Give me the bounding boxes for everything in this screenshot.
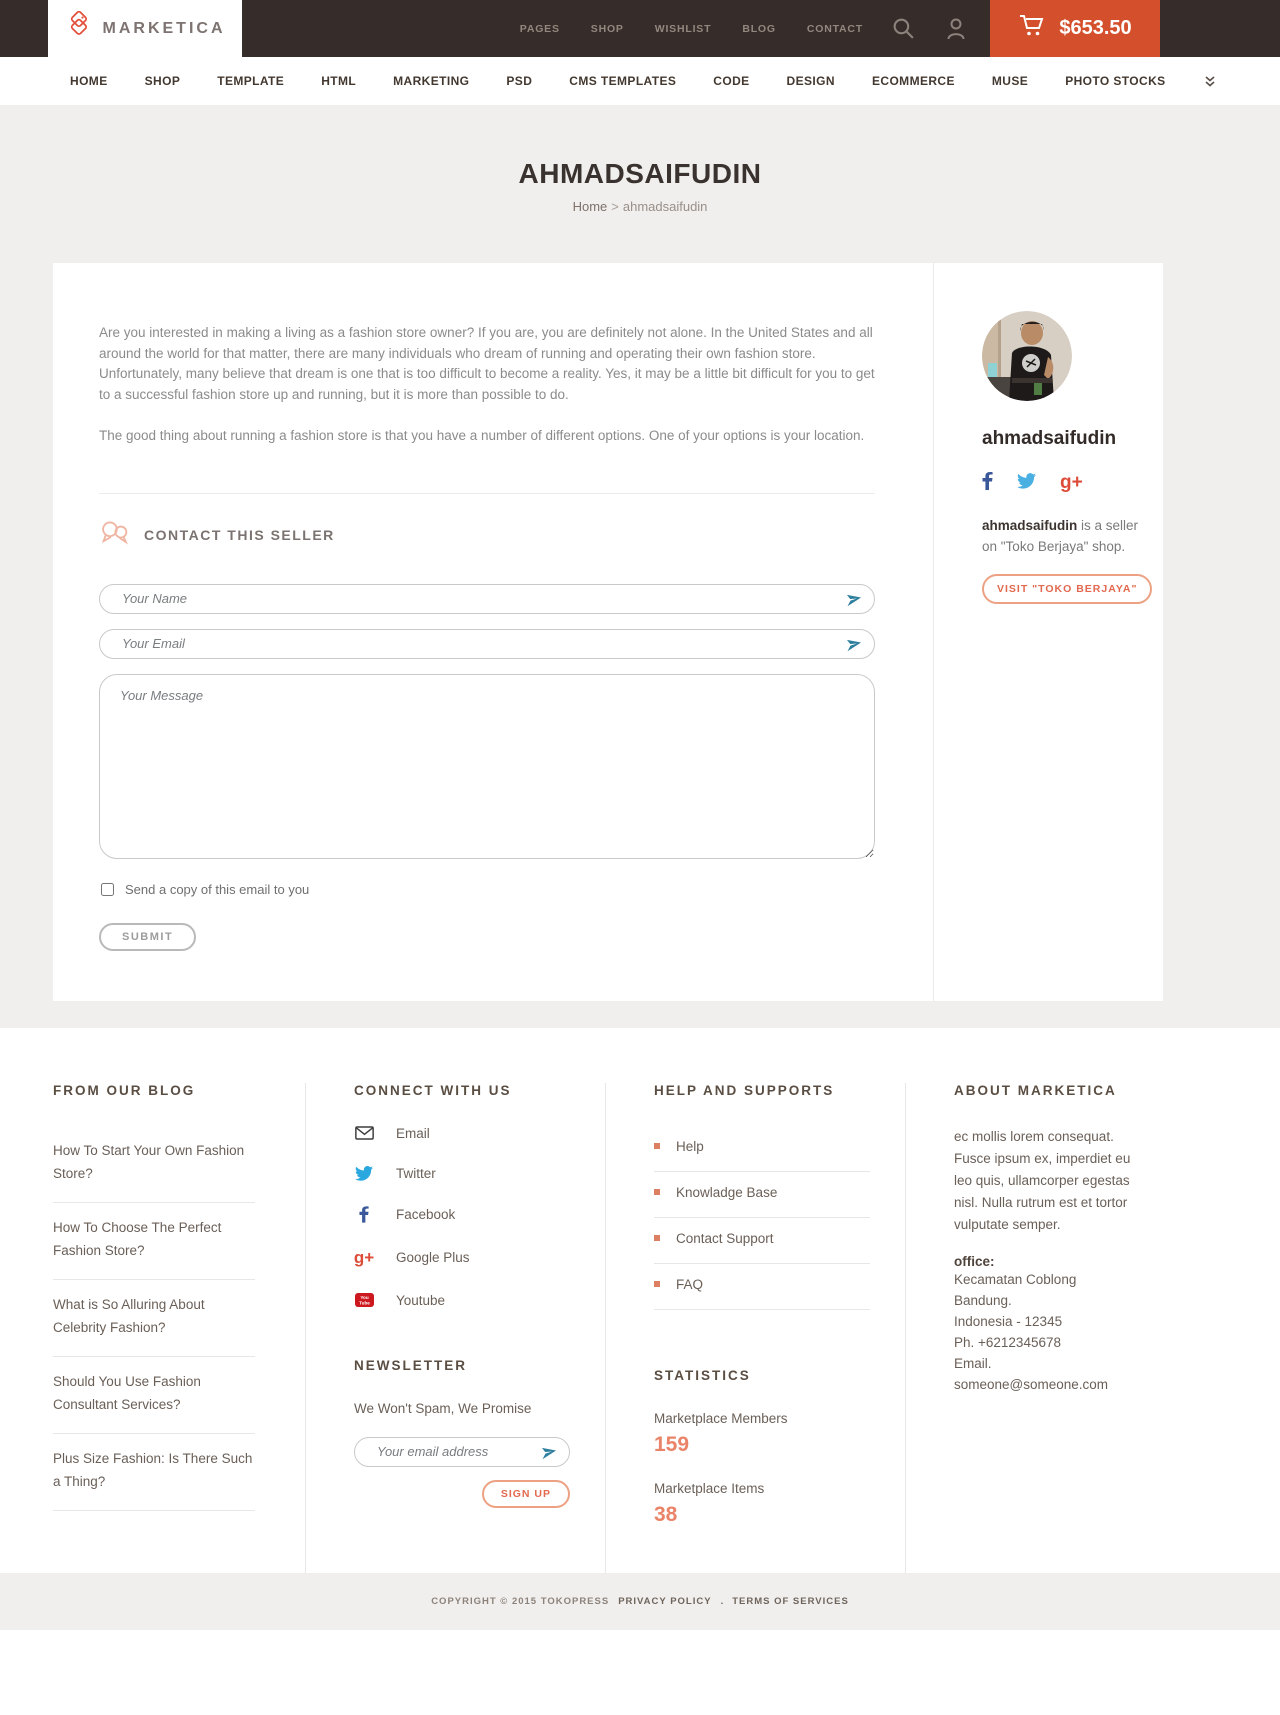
breadcrumb-separator: > <box>611 199 619 214</box>
svg-text:Tube: Tube <box>358 1300 370 1306</box>
visit-shop-button[interactable]: VISIT "TOKO BERJAYA" <box>982 574 1152 604</box>
nav-muse[interactable]: MUSE <box>991 74 1029 88</box>
address-line: Ph. +6212345678 <box>954 1334 1061 1350</box>
name-input[interactable] <box>99 584 875 614</box>
square-bullet-icon <box>654 1235 660 1241</box>
page-body <box>0 105 1280 1028</box>
twitter-icon <box>354 1166 374 1181</box>
link-separator: . <box>720 1595 724 1607</box>
signup-row <box>354 1480 570 1508</box>
footer-blog-column <box>0 1083 305 1573</box>
email-field-wrap <box>99 629 875 659</box>
twitter-icon[interactable] <box>1017 473 1036 492</box>
newsletter-heading: NEWSLETTER <box>354 1357 467 1373</box>
blog-link[interactable]: What is So Alluring About Celebrity Fashion? <box>53 1280 255 1357</box>
address-line: Kecamatan Coblong <box>954 1271 1077 1287</box>
page-title-block <box>0 105 1280 263</box>
email-icon <box>354 1126 374 1140</box>
nav-template[interactable]: TEMPLATE <box>217 74 285 88</box>
help-link[interactable]: Help <box>654 1126 870 1172</box>
copyright-bar <box>0 1573 1280 1630</box>
square-bullet-icon <box>654 1189 660 1195</box>
google-plus-icon[interactable]: g+ <box>1060 472 1083 493</box>
blog-link[interactable]: How To Choose The Perfect Fashion Store? <box>53 1203 255 1280</box>
topnav-pages[interactable]: PAGES <box>519 22 560 35</box>
nav-photo-stocks[interactable]: PHOTO STOCKS <box>1065 74 1166 88</box>
newsletter-field-wrap <box>354 1437 570 1467</box>
cart-total: $653.50 <box>1059 17 1132 39</box>
content-card <box>53 263 1163 1001</box>
footer-help-column <box>605 1083 905 1573</box>
search-icon[interactable] <box>891 16 916 41</box>
footer-about-column <box>905 1083 1280 1573</box>
seller-sidebar <box>933 263 1163 1001</box>
newsletter-email-input[interactable] <box>354 1437 570 1467</box>
nav-code[interactable]: CODE <box>713 74 750 88</box>
nav-html[interactable]: HTML <box>321 74 357 88</box>
connect-email-link[interactable]: Email <box>354 1126 570 1141</box>
contact-seller-heading-row <box>99 520 875 550</box>
about-heading: ABOUT MARKETICA <box>954 1082 1117 1098</box>
connect-facebook-link[interactable]: Facebook <box>354 1206 570 1223</box>
newsletter-tagline: We Won't Spam, We Promise <box>354 1400 532 1416</box>
address-line: Email. someone@someone.com <box>954 1355 1109 1392</box>
brand-name: MARKETICA <box>102 19 226 37</box>
seller-paragraph-2: The good thing about running a fashion store is that you have a number of different options. One of your options is your location. <box>99 428 865 443</box>
cart-icon <box>1018 13 1046 44</box>
nav-ecommerce[interactable]: ECOMMERCE <box>871 74 955 88</box>
brand-logo[interactable] <box>48 0 242 57</box>
connect-youtube-link[interactable]: You Tube Youtube <box>354 1293 570 1308</box>
name-field-wrap <box>99 584 875 614</box>
copyright-text: COPYRIGHT © 2015 TOKOPRESS <box>431 1595 610 1607</box>
nav-shop[interactable]: SHOP <box>144 74 181 88</box>
breadcrumb-current: ahmadsaifudin <box>622 199 708 214</box>
cart-button[interactable] <box>990 0 1160 57</box>
topnav-blog[interactable]: BLOG <box>742 22 776 35</box>
nav-psd[interactable]: PSD <box>506 74 533 88</box>
seller-social-links <box>982 472 1145 493</box>
send-copy-row <box>101 882 875 897</box>
breadcrumb-home-link[interactable]: Home <box>572 199 608 214</box>
topnav-shop[interactable]: SHOP <box>590 22 624 35</box>
main-navigation <box>0 57 1280 105</box>
members-stat-value: 159 <box>654 1432 690 1456</box>
address-line: Bandung. <box>954 1292 1012 1308</box>
youtube-icon <box>354 1293 374 1307</box>
office-label: office: <box>954 1253 995 1269</box>
blog-heading: FROM OUR BLOG <box>53 1082 196 1098</box>
email-input[interactable] <box>99 629 875 659</box>
seller-avatar[interactable] <box>982 311 1072 401</box>
members-stat-label: Marketplace Members <box>654 1410 788 1426</box>
bottom-spacer <box>0 1630 1280 1715</box>
seller-summary-name: ahmadsaifudin <box>982 518 1078 533</box>
send-copy-checkbox[interactable] <box>101 883 114 896</box>
terms-link[interactable]: TERMS OF SERVICES <box>732 1595 849 1607</box>
connect-heading: CONNECT WITH US <box>354 1082 512 1098</box>
send-copy-label: Send a copy of this email to you <box>125 881 310 897</box>
about-text: ec mollis lorem consequat. Fusce ipsum ex, imperdiet eu leo quis, ullamcorper egestas nisl. Nulla rutrum est et tortor vulputate semper. <box>954 1128 1131 1232</box>
square-bullet-icon <box>654 1143 660 1149</box>
connect-twitter-link[interactable]: Twitter <box>354 1166 570 1181</box>
utility-nav <box>520 23 863 35</box>
connect-google-plus-link[interactable]: g+ Google Plus <box>353 1247 470 1267</box>
facebook-icon[interactable] <box>982 472 993 493</box>
facebook-icon <box>354 1206 374 1223</box>
topnav-contact[interactable]: CONTACT <box>806 22 863 35</box>
help-link[interactable]: Knowladge Base <box>654 1172 870 1218</box>
seller-paragraph-1: Are you interested in making a living as a fashion store owner? If you are, you are definitely not alone. In the United States and all around the world for that matter, there are many individuals who dream of running and operating their own fashion store. Unfortunately, many believe that dream is one that is too difficult to become a reality. Yes, it may be a little bit difficult for you to get to a successful fashion store up and running, but it is more than possible to do. <box>99 325 875 402</box>
help-link[interactable]: FAQ <box>654 1264 870 1310</box>
help-heading: HELP AND SUPPORTS <box>654 1082 835 1098</box>
nav-cms-templates[interactable]: CMS TEMPLATES <box>569 74 677 88</box>
footer-connect-column <box>305 1083 605 1573</box>
seller-summary-text: is a seller on "Toko Berjaya" shop. <box>982 518 1139 554</box>
nav-more-chevrons-icon[interactable] <box>1203 74 1217 88</box>
blog-link[interactable]: Should You Use Fashion Consultant Services? <box>53 1357 255 1434</box>
topnav-wishlist[interactable]: WISHLIST <box>654 22 712 35</box>
chat-bubbles-icon <box>99 520 130 550</box>
google-plus-icon: g+ <box>353 1247 375 1267</box>
message-textarea[interactable] <box>99 674 875 859</box>
seller-name: ahmadsaifudin <box>982 428 1117 449</box>
seller-description-and-form <box>53 263 933 1001</box>
signup-button[interactable]: SIGN UP <box>482 1480 570 1508</box>
account-icon[interactable] <box>944 16 968 42</box>
seller-summary <box>982 515 1145 557</box>
nav-home[interactable]: HOME <box>70 74 108 88</box>
blog-link[interactable]: Plus Size Fashion: Is There Such a Thing? <box>53 1434 255 1511</box>
breadcrumb <box>0 199 1280 214</box>
footer <box>0 1028 1280 1573</box>
items-stat-value: 38 <box>654 1502 678 1526</box>
items-stat-label: Marketplace Items <box>654 1480 765 1496</box>
help-link[interactable]: Contact Support <box>654 1218 870 1264</box>
address-line: Indonesia - 12345 <box>954 1313 1063 1329</box>
blog-link[interactable]: How To Start Your Own Fashion Store? <box>53 1126 255 1203</box>
nav-marketing[interactable]: MARKETING <box>393 74 470 88</box>
statistics-heading: STATISTICS <box>654 1367 751 1383</box>
contact-seller-heading: CONTACT THIS SELLER <box>144 526 335 543</box>
section-divider <box>99 493 875 494</box>
square-bullet-icon <box>654 1281 660 1287</box>
privacy-policy-link[interactable]: PRIVACY POLICY <box>618 1595 712 1607</box>
svg-text:You: You <box>359 1295 369 1300</box>
page-title: AHMADSAIFUDIN <box>518 158 762 189</box>
tag-logo-icon <box>65 11 92 46</box>
submit-button[interactable]: SUBMIT <box>99 923 196 951</box>
nav-design[interactable]: DESIGN <box>786 74 835 88</box>
top-header-bar <box>0 0 1280 57</box>
